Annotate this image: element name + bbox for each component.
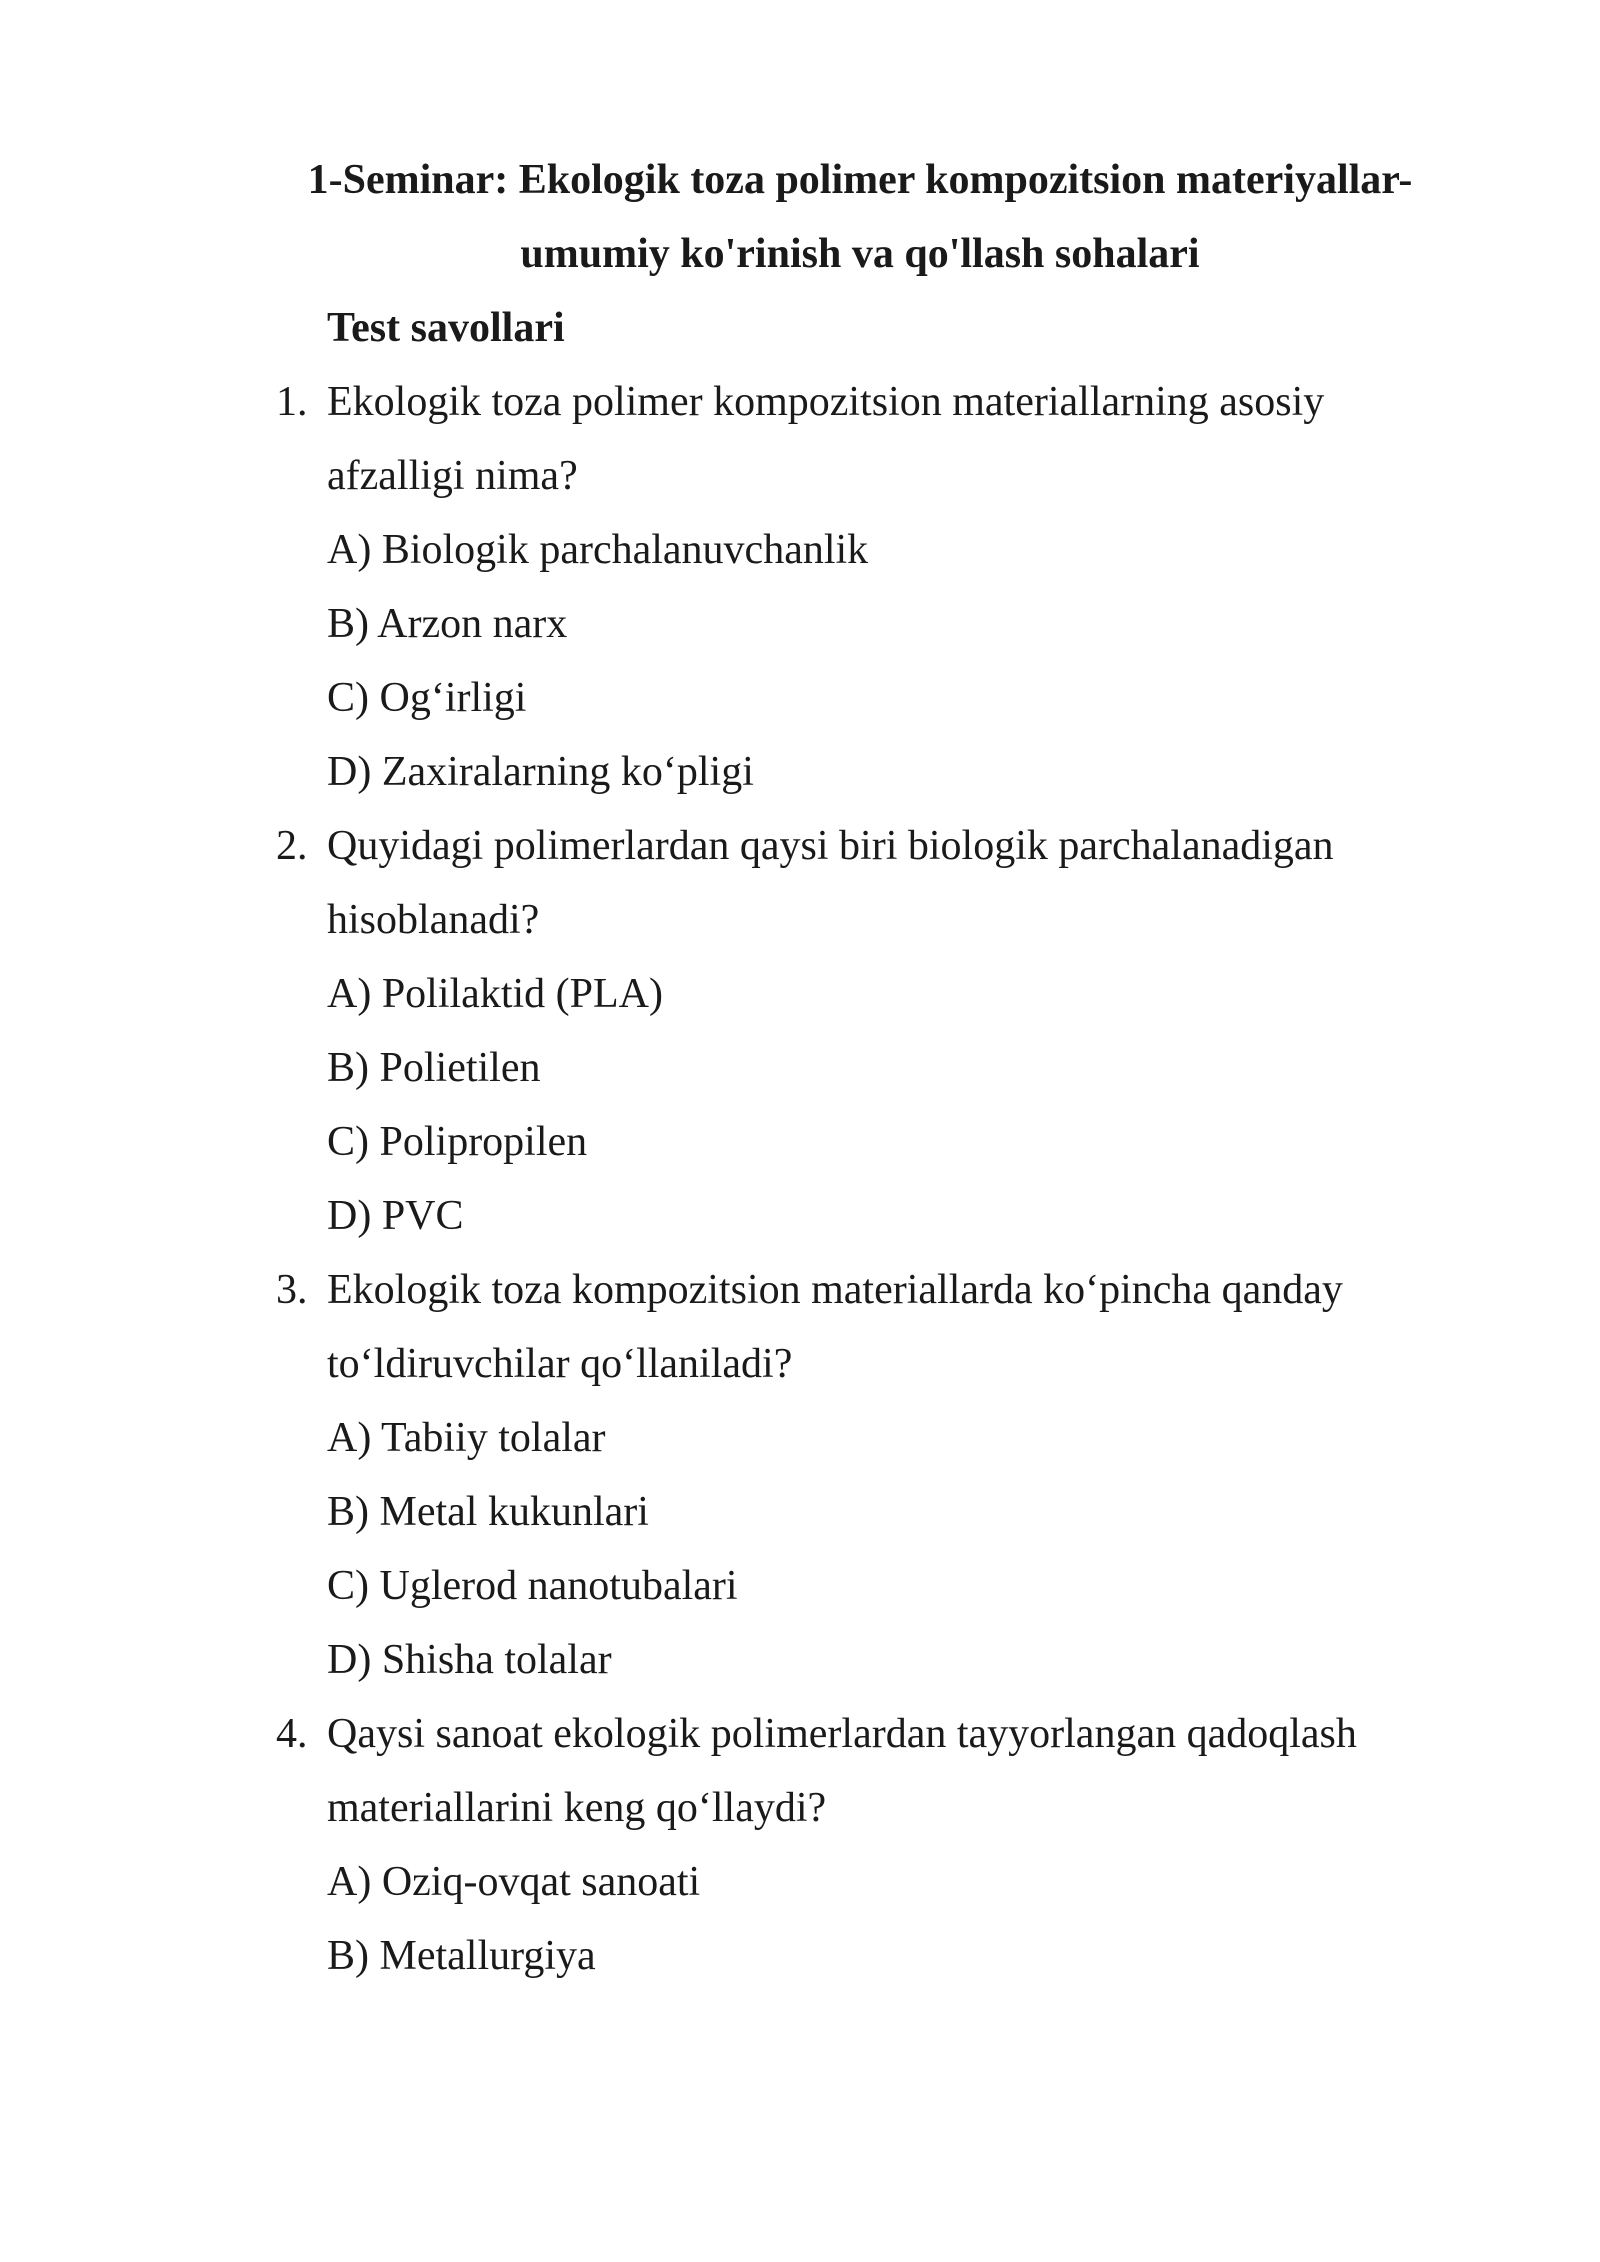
question-number: 2. (276, 823, 308, 869)
page-title-line-1: 1-Seminar: Ekologik toza polimer kompozitsion materiyallar- (307, 157, 1413, 203)
question-text: Ekologik toza polimer kompozitsion materiallarning asosiy afzalligi nima? (327, 379, 1325, 499)
question-number: 4. (276, 1711, 308, 1757)
question-1 (276, 365, 1416, 513)
answer-option: B) Metallurgiya (327, 1933, 596, 1979)
answer-option: C) Og‘irligi (327, 675, 527, 721)
question-number: 3. (276, 1267, 308, 1313)
answer-option: D) Zaxiralarning ko‘pligi (327, 749, 754, 795)
answer-option: A) Biologik parchalanuvchanlik (327, 527, 869, 573)
question-text: Quyidagi polimerlardan qaysi biri biologik parchalanadigan hisoblanadi? (327, 823, 1334, 943)
answer-option: B) Metal kukunlari (327, 1489, 649, 1535)
answer-option: C) Uglerod nanotubalari (327, 1563, 738, 1609)
answer-option: A) Tabiiy tolalar (327, 1415, 606, 1461)
answer-option: A) Oziq-ovqat sanoati (327, 1859, 701, 1905)
answer-option: C) Polipropilen (327, 1119, 588, 1165)
answer-option: B) Arzon narx (327, 601, 568, 647)
answer-option: D) PVC (327, 1193, 464, 1239)
section-subtitle: Test savollari (327, 305, 565, 351)
question-number: 1. (276, 379, 308, 425)
answer-option: A) Polilaktid (PLA) (327, 971, 663, 1017)
answer-option: B) Polietilen (327, 1045, 541, 1091)
page-title-line-2: umumiy ko'rinish va qo'llash sohalari (520, 231, 1200, 277)
question-2 (276, 809, 1416, 957)
question-text: Qaysi sanoat ekologik polimerlardan tayyorlangan qadoqlash materiallarini keng qo‘llaydi? (327, 1711, 1357, 1831)
question-3 (276, 1253, 1416, 1401)
question-4 (276, 1697, 1416, 1845)
answer-option: D) Shisha tolalar (327, 1637, 612, 1683)
question-list (276, 365, 1416, 1993)
question-text: Ekologik toza kompozitsion materiallarda ko‘pincha qanday to‘ldiruvchilar qo‘llaniladi? (327, 1267, 1343, 1387)
